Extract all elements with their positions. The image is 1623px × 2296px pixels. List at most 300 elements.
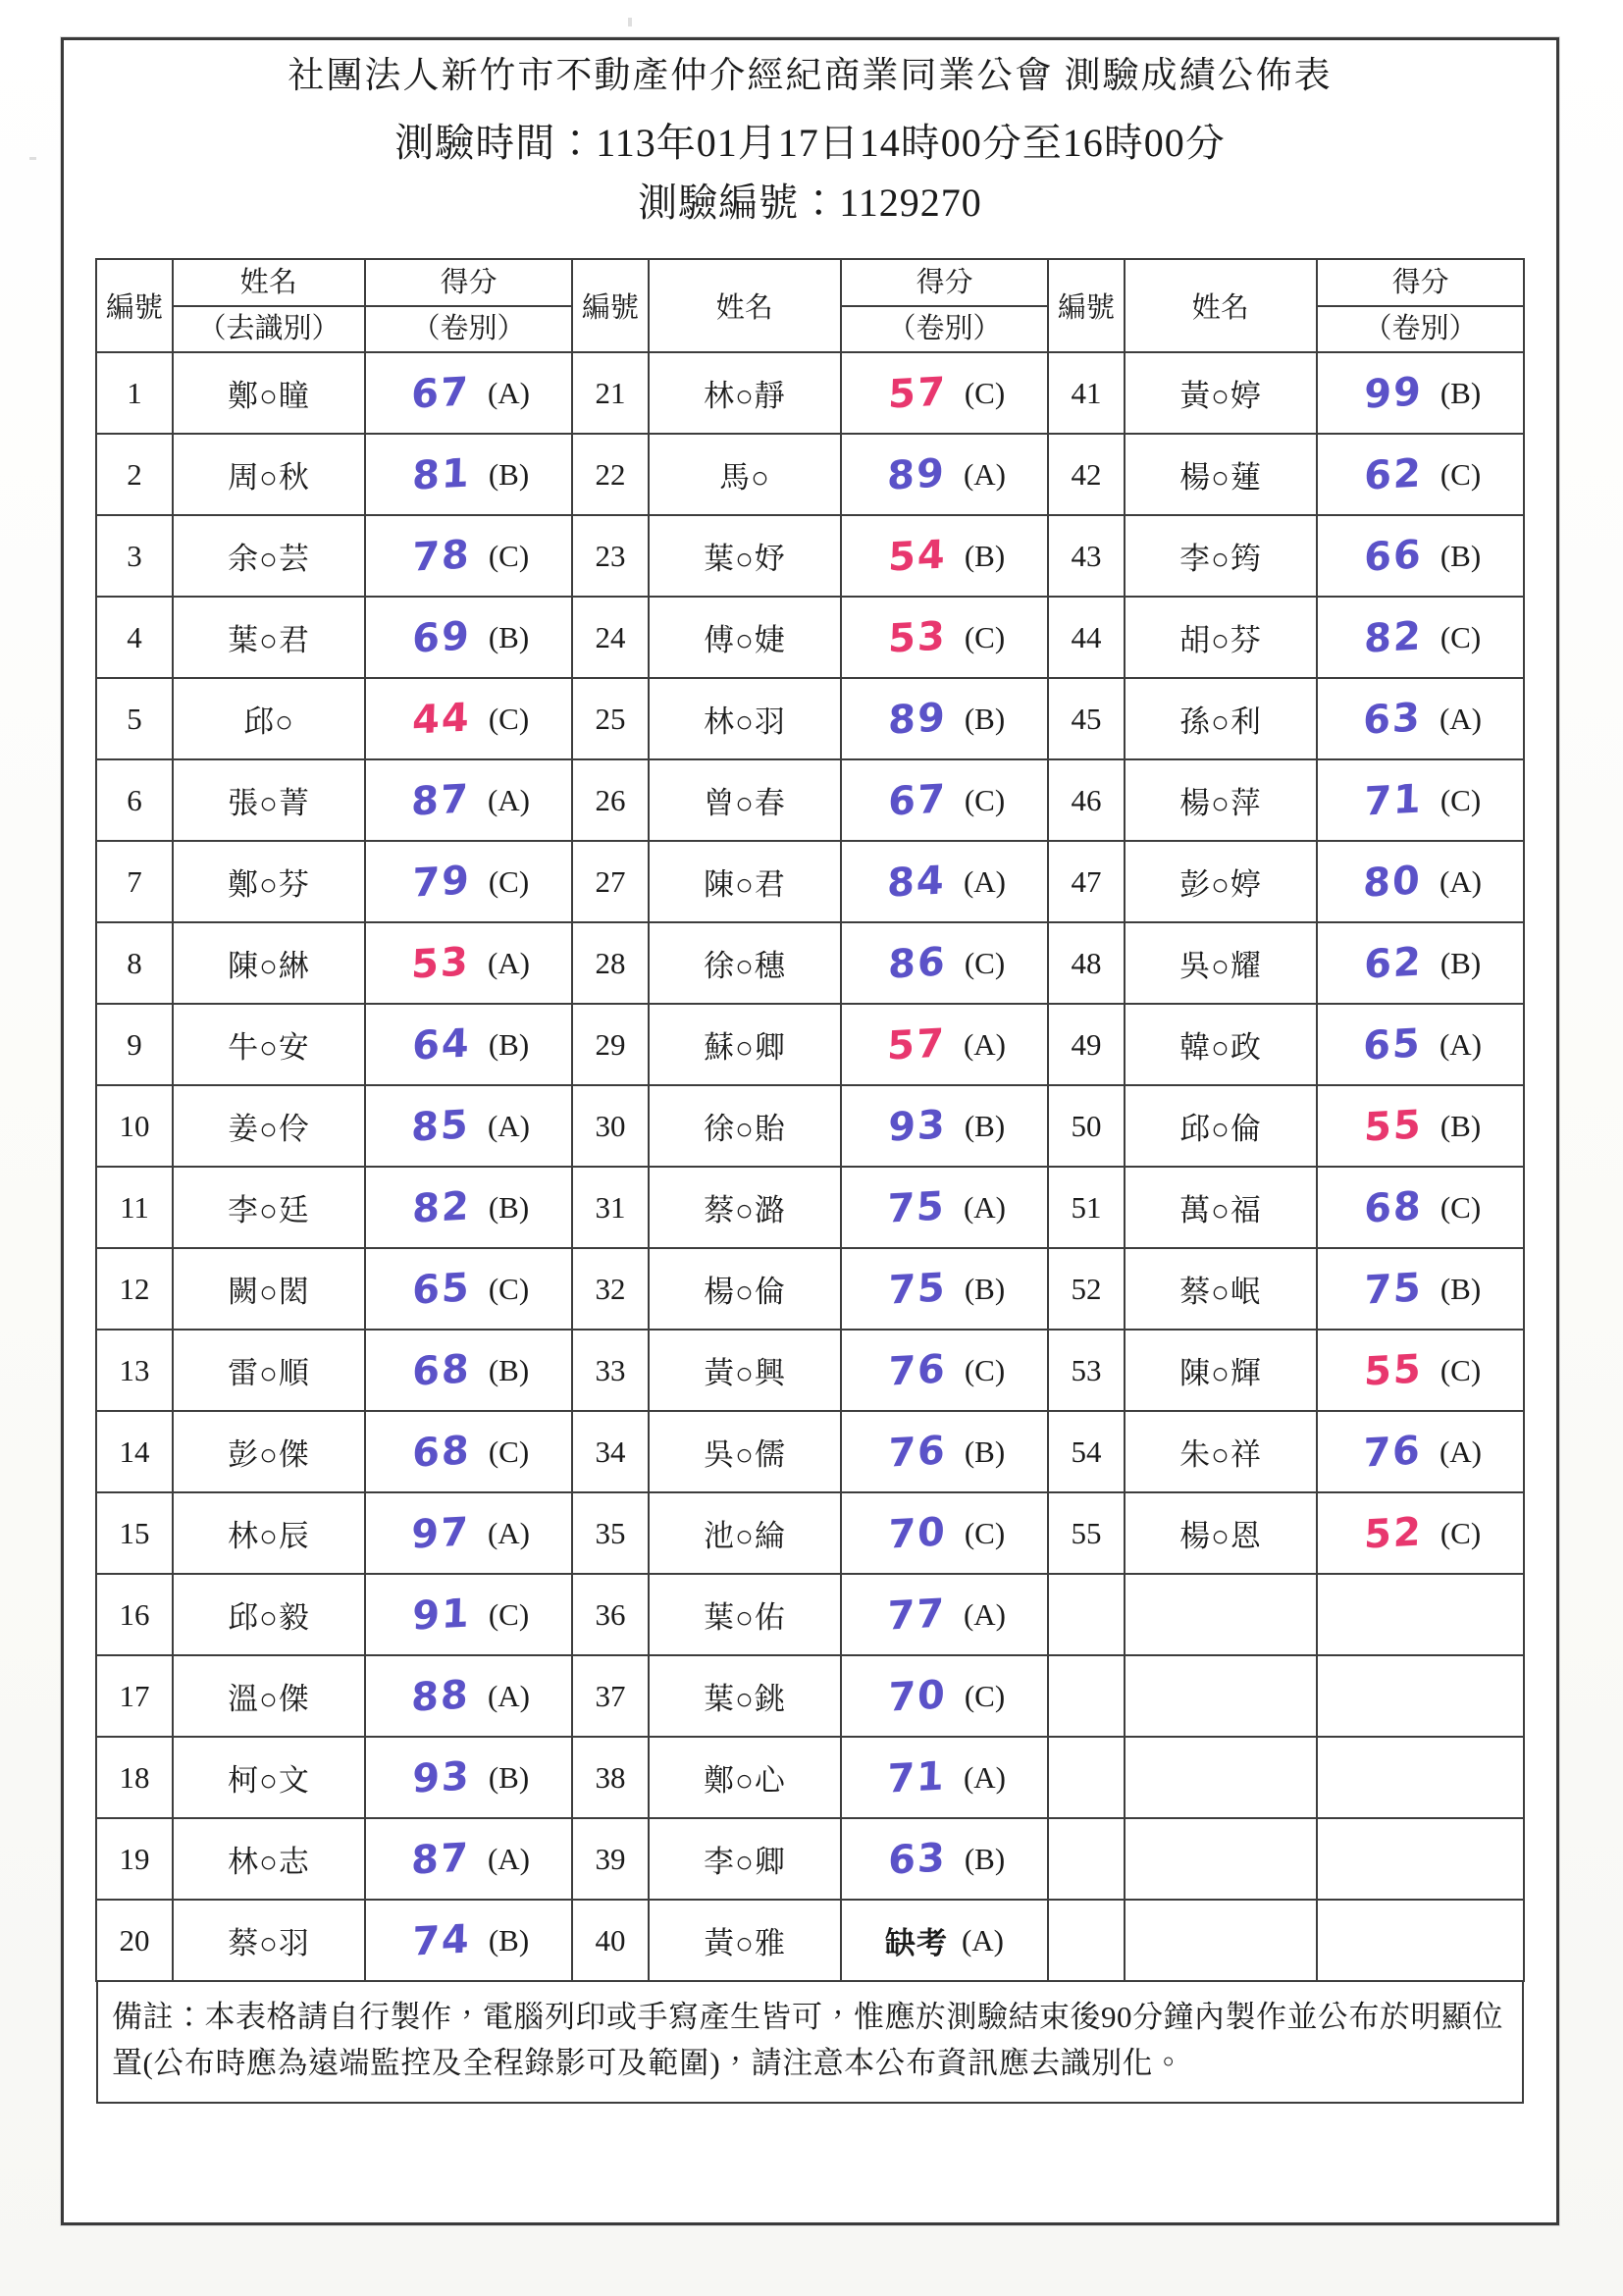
cell-score (841, 352, 1048, 434)
column-header-name-top-1: 姓名 (174, 260, 364, 307)
table-row (96, 759, 1524, 841)
cell-score (365, 1818, 572, 1900)
table-row (96, 1492, 1524, 1574)
column-header-score-top-3: 得分 (1318, 260, 1523, 307)
cell-id: 54 (1048, 1411, 1125, 1492)
cell-id: 33 (572, 1330, 649, 1411)
exam-version-label: (B) (488, 456, 530, 492)
cell-name: 黃○婷 (1125, 352, 1317, 434)
handwritten-score: 54 (887, 532, 948, 581)
handwritten-score: 86 (887, 939, 948, 988)
cell-id: 3 (96, 515, 173, 597)
exam-version-label: (A) (487, 1515, 531, 1550)
cell-score-empty (1317, 1900, 1524, 1981)
table-row (96, 1085, 1524, 1167)
cell-score (841, 1737, 1048, 1818)
cell-name: 傅○婕 (649, 597, 841, 678)
cell-name: 黃○雅 (649, 1900, 841, 1981)
exam-version-label: (C) (964, 945, 1006, 980)
cell-score (365, 434, 572, 515)
column-header-score-bottom-1: （卷別） (411, 313, 526, 345)
exam-version-label: (B) (488, 1189, 530, 1225)
cell-name: 柯○文 (173, 1737, 365, 1818)
handwritten-score: 缺考 (884, 1926, 948, 1961)
cell-name: 葉○佑 (649, 1574, 841, 1655)
cell-id: 47 (1048, 841, 1125, 922)
cell-id: 16 (96, 1574, 173, 1655)
exam-version-label: (A) (1439, 1434, 1483, 1469)
exam-version-label: (A) (963, 1026, 1007, 1062)
exam-version-label: (A) (487, 945, 531, 980)
table-row (96, 352, 1524, 434)
cell-score (365, 1330, 572, 1411)
exam-version-label: (A) (487, 782, 531, 817)
cell-name: 陳○綝 (173, 922, 365, 1004)
handwritten-score: 93 (887, 1102, 948, 1151)
cell-id: 1 (96, 352, 173, 434)
cell-id: 41 (1048, 352, 1125, 434)
handwritten-score: 76 (887, 1428, 948, 1477)
exam-version-label: (C) (1440, 1352, 1482, 1387)
cell-id: 27 (572, 841, 649, 922)
exam-version-label: (A) (1439, 863, 1483, 899)
cell-score-empty (1317, 1574, 1524, 1655)
cell-id: 11 (96, 1167, 173, 1248)
cell-score (365, 515, 572, 597)
exam-version-label: (A) (487, 375, 531, 410)
cell-id: 13 (96, 1330, 173, 1411)
exam-version-label: (B) (488, 1352, 530, 1387)
exam-version-label: (C) (488, 1271, 530, 1306)
exam-version-label: (C) (1440, 782, 1482, 817)
cell-name: 鄭○芬 (173, 841, 365, 922)
column-header-score-2 (841, 259, 1048, 352)
cell-score (841, 1004, 1048, 1085)
cell-name: 李○廷 (173, 1167, 365, 1248)
table-row (96, 1900, 1524, 1981)
cell-id: 30 (572, 1085, 649, 1167)
column-header-id-3: 編號 (1048, 259, 1125, 352)
column-header-id-2: 編號 (572, 259, 649, 352)
handwritten-score: 69 (411, 613, 472, 662)
table-row (96, 1248, 1524, 1330)
cell-id: 32 (572, 1248, 649, 1330)
cell-score (1317, 1248, 1524, 1330)
cell-id: 39 (572, 1818, 649, 1900)
cell-score (365, 1167, 572, 1248)
cell-name: 胡○芬 (1125, 597, 1317, 678)
cell-name: 陳○君 (649, 841, 841, 922)
exam-number-line: 測驗編號：1129270 (638, 181, 982, 226)
cell-score (365, 759, 572, 841)
handwritten-score: 75 (1363, 1265, 1424, 1314)
cell-id: 7 (96, 841, 173, 922)
exam-version-label: (C) (1440, 1189, 1482, 1225)
exam-version-label: (A) (963, 456, 1007, 492)
cell-id: 42 (1048, 434, 1125, 515)
handwritten-score: 64 (411, 1020, 472, 1070)
cell-score (841, 597, 1048, 678)
exam-version-label: (C) (488, 701, 530, 736)
cell-score (365, 597, 572, 678)
cell-id: 19 (96, 1818, 173, 1900)
cell-id: 43 (1048, 515, 1125, 597)
cell-name: 孫○利 (1125, 678, 1317, 759)
cell-score-empty (1317, 1655, 1524, 1737)
cell-name-empty (1125, 1900, 1317, 1981)
handwritten-score: 80 (1362, 858, 1423, 907)
cell-id-empty (1048, 1818, 1125, 1900)
cell-id: 29 (572, 1004, 649, 1085)
cell-score (1317, 1330, 1524, 1411)
cell-score (1317, 1167, 1524, 1248)
column-header-score-top-1: 得分 (366, 260, 571, 307)
cell-name: 姜○伶 (173, 1085, 365, 1167)
handwritten-score: 62 (1363, 450, 1424, 499)
cell-name: 林○羽 (649, 678, 841, 759)
handwritten-score: 75 (886, 1183, 947, 1232)
cell-score (1317, 515, 1524, 597)
cell-id: 26 (572, 759, 649, 841)
table-row (96, 841, 1524, 922)
cell-id: 5 (96, 678, 173, 759)
cell-id: 28 (572, 922, 649, 1004)
cell-id: 20 (96, 1900, 173, 1981)
handwritten-score: 82 (411, 1183, 472, 1232)
exam-version-label: (A) (487, 1108, 531, 1143)
cell-name: 邱○倫 (1125, 1085, 1317, 1167)
cell-id-empty (1048, 1900, 1125, 1981)
exam-version-label: (B) (488, 1759, 530, 1795)
table-row (96, 922, 1524, 1004)
cell-id: 36 (572, 1574, 649, 1655)
cell-score (365, 678, 572, 759)
cell-name: 林○辰 (173, 1492, 365, 1574)
cell-score (841, 1411, 1048, 1492)
cell-name: 曾○春 (649, 759, 841, 841)
cell-id: 44 (1048, 597, 1125, 678)
cell-name: 張○菁 (173, 759, 365, 841)
cell-id: 15 (96, 1492, 173, 1574)
cell-name: 周○秋 (173, 434, 365, 515)
handwritten-score: 70 (887, 1509, 948, 1558)
cell-score (365, 352, 572, 434)
exam-version-label: (B) (1440, 538, 1482, 573)
cell-score (841, 515, 1048, 597)
cell-id: 24 (572, 597, 649, 678)
cell-name: 蘇○卿 (649, 1004, 841, 1085)
cell-id: 17 (96, 1655, 173, 1737)
cell-id: 52 (1048, 1248, 1125, 1330)
column-header-id-1: 編號 (96, 259, 173, 352)
cell-name: 朱○祥 (1125, 1411, 1317, 1492)
cell-id: 2 (96, 434, 173, 515)
cell-name: 雷○順 (173, 1330, 365, 1411)
handwritten-score: 87 (410, 1835, 471, 1884)
cell-score-empty (1317, 1737, 1524, 1818)
cell-id: 49 (1048, 1004, 1125, 1085)
cell-name: 蔡○潞 (649, 1167, 841, 1248)
handwritten-score: 76 (887, 1346, 948, 1395)
column-header-name-1 (173, 259, 365, 352)
handwritten-score: 71 (1363, 776, 1424, 825)
column-header-name-2: 姓名 (649, 259, 841, 352)
handwritten-score: 68 (1363, 1183, 1424, 1232)
cell-name: 陳○輝 (1125, 1330, 1317, 1411)
cell-score (841, 678, 1048, 759)
exam-version-label: (B) (1440, 1108, 1482, 1143)
handwritten-score: 91 (411, 1591, 472, 1640)
exam-version-label: (B) (488, 1922, 530, 1957)
cell-name: 邱○毅 (173, 1574, 365, 1655)
cell-score (365, 1248, 572, 1330)
cell-id: 12 (96, 1248, 173, 1330)
table-row (96, 1737, 1524, 1818)
cell-name: 彭○傑 (173, 1411, 365, 1492)
handwritten-score: 82 (1363, 613, 1424, 662)
table-row (96, 1167, 1524, 1248)
exam-version-label: (A) (963, 863, 1007, 899)
cell-name-empty (1125, 1737, 1317, 1818)
cell-name: 吳○儒 (649, 1411, 841, 1492)
cell-score (841, 841, 1048, 922)
cell-score (365, 1900, 572, 1981)
cell-name: 楊○萍 (1125, 759, 1317, 841)
cell-id: 14 (96, 1411, 173, 1492)
cell-score (365, 1004, 572, 1085)
cell-score (1317, 759, 1524, 841)
cell-name: 闕○閎 (173, 1248, 365, 1330)
cell-score (841, 759, 1048, 841)
cell-name: 溫○傑 (173, 1655, 365, 1737)
column-header-score-1 (365, 259, 572, 352)
table-row (96, 1655, 1524, 1737)
handwritten-score: 75 (887, 1265, 948, 1314)
cell-id: 34 (572, 1411, 649, 1492)
handwritten-score: 87 (410, 776, 471, 825)
exam-version-label: (B) (964, 1108, 1006, 1143)
cell-score (365, 841, 572, 922)
cell-id-empty (1048, 1574, 1125, 1655)
table-row (96, 1330, 1524, 1411)
exam-version-label: (B) (1440, 1271, 1482, 1306)
cell-name: 楊○蓮 (1125, 434, 1317, 515)
exam-time-line: 測驗時間：113年01月17日14時00分至16時00分 (394, 121, 1226, 166)
cell-id: 23 (572, 515, 649, 597)
cell-id: 4 (96, 597, 173, 678)
exam-version-label: (A) (963, 1759, 1007, 1795)
cell-name: 吳○耀 (1125, 922, 1317, 1004)
exam-version-label: (C) (1440, 619, 1482, 654)
table-row (96, 1574, 1524, 1655)
score-table (95, 258, 1525, 1982)
cell-id: 53 (1048, 1330, 1125, 1411)
cell-name: 馬○ (649, 434, 841, 515)
handwritten-score: 88 (410, 1672, 471, 1721)
cell-score (365, 1574, 572, 1655)
handwritten-score: 65 (411, 1265, 472, 1314)
cell-id: 8 (96, 922, 173, 1004)
header-row (96, 259, 1524, 352)
handwritten-score: 89 (887, 695, 948, 744)
exam-version-label: (A) (487, 1678, 531, 1713)
handwritten-score: 63 (887, 1835, 948, 1884)
cell-score (1317, 678, 1524, 759)
exam-version-label: (C) (488, 1596, 530, 1632)
cell-score (841, 1574, 1048, 1655)
exam-version-label: (A) (963, 1189, 1007, 1225)
cell-score (365, 1737, 572, 1818)
cell-score (841, 1248, 1048, 1330)
exam-version-label: (A) (963, 1596, 1007, 1632)
cell-score (841, 1492, 1048, 1574)
exam-version-label: (C) (488, 1434, 530, 1469)
cell-name: 蔡○岷 (1125, 1248, 1317, 1330)
handwritten-score: 68 (411, 1346, 472, 1395)
cell-name: 韓○政 (1125, 1004, 1317, 1085)
handwritten-score: 97 (410, 1509, 471, 1558)
table-row (96, 1004, 1524, 1085)
handwritten-score: 53 (887, 613, 948, 662)
handwritten-score: 67 (887, 776, 948, 825)
cell-id: 25 (572, 678, 649, 759)
cell-score (1317, 1004, 1524, 1085)
cell-score (841, 1167, 1048, 1248)
cell-name: 余○芸 (173, 515, 365, 597)
footer-note: 備註：本表格請自行製作，電腦列印或手寫產生皆可，惟應於測驗結束後90分鐘內製作並公布於明顯位置(公布時應為遠端監控及全程錄影可及範圍)，請注意本公布資訊應去識別化。 (96, 1982, 1524, 2104)
cell-score (365, 1411, 572, 1492)
handwritten-score: 55 (1363, 1102, 1424, 1151)
cell-name: 萬○福 (1125, 1167, 1317, 1248)
cell-name: 池○綸 (649, 1492, 841, 1574)
handwritten-score: 68 (411, 1428, 472, 1477)
cell-name: 林○志 (173, 1818, 365, 1900)
exam-version-label: (C) (964, 619, 1006, 654)
table-body (96, 352, 1524, 1981)
cell-name: 楊○倫 (649, 1248, 841, 1330)
exam-version-label: (B) (964, 1434, 1006, 1469)
cell-name: 鄭○瞳 (173, 352, 365, 434)
cell-score (1317, 922, 1524, 1004)
column-header-score-bottom-2: （卷別） (887, 313, 1002, 345)
cell-id: 45 (1048, 678, 1125, 759)
handwritten-score: 57 (887, 369, 948, 418)
cell-id: 35 (572, 1492, 649, 1574)
column-header-score-bottom-3: （卷別） (1363, 313, 1478, 345)
cell-id-empty (1048, 1737, 1125, 1818)
handwritten-score: 79 (411, 858, 472, 907)
column-header-score-3 (1317, 259, 1524, 352)
cell-name: 彭○婷 (1125, 841, 1317, 922)
handwritten-score: 84 (886, 858, 947, 907)
cell-name: 牛○安 (173, 1004, 365, 1085)
table-header (96, 259, 1524, 352)
exam-version-label: (C) (964, 782, 1006, 817)
cell-score (1317, 1411, 1524, 1492)
handwritten-score: 99 (1363, 369, 1424, 418)
cell-score (841, 1818, 1048, 1900)
table-row (96, 434, 1524, 515)
handwritten-score: 66 (1363, 532, 1424, 581)
cell-name: 黃○興 (649, 1330, 841, 1411)
cell-id: 40 (572, 1900, 649, 1981)
exam-version-label: (A) (1439, 1026, 1483, 1062)
handwritten-score: 85 (410, 1102, 471, 1151)
cell-score (841, 1330, 1048, 1411)
table-row (96, 1411, 1524, 1492)
column-header-name-bottom-1: （去識別） (197, 313, 340, 345)
cell-score (365, 1492, 572, 1574)
column-header-name-3: 姓名 (1125, 259, 1317, 352)
cell-score (1317, 1085, 1524, 1167)
handwritten-score: 62 (1363, 939, 1424, 988)
cell-name: 鄭○心 (649, 1737, 841, 1818)
result-announcement-sheet (61, 37, 1559, 2225)
exam-version-label: (C) (1440, 456, 1482, 492)
page-title: 社團法人新竹市不動產仲介經紀商業同業公會 測驗成績公佈表 (288, 56, 1333, 96)
cell-score (841, 1655, 1048, 1737)
cell-name: 蔡○羽 (173, 1900, 365, 1981)
cell-name-empty (1125, 1655, 1317, 1737)
cell-id: 31 (572, 1167, 649, 1248)
cell-id: 18 (96, 1737, 173, 1818)
cell-score (841, 922, 1048, 1004)
cell-name: 徐○穗 (649, 922, 841, 1004)
cell-name: 葉○君 (173, 597, 365, 678)
handwritten-score: 53 (410, 939, 471, 988)
exam-version-label: (B) (488, 619, 530, 654)
cell-score (1317, 434, 1524, 515)
exam-version-label: (C) (1440, 1515, 1482, 1550)
handwritten-score: 52 (1363, 1509, 1424, 1558)
exam-version-label: (C) (964, 1352, 1006, 1387)
cell-score (365, 1655, 572, 1737)
table-row (96, 678, 1524, 759)
exam-version-label: (C) (964, 375, 1006, 410)
cell-id: 9 (96, 1004, 173, 1085)
handwritten-score: 93 (411, 1753, 472, 1802)
cell-name: 邱○ (173, 678, 365, 759)
column-header-score-top-2: 得分 (842, 260, 1047, 307)
cell-score (1317, 352, 1524, 434)
cell-name-empty (1125, 1574, 1317, 1655)
handwritten-score: 77 (886, 1591, 947, 1640)
document-header (64, 40, 1556, 236)
cell-id: 22 (572, 434, 649, 515)
cell-score-empty (1317, 1818, 1524, 1900)
cell-name: 李○筠 (1125, 515, 1317, 597)
cell-score (365, 922, 572, 1004)
handwritten-score: 44 (411, 695, 472, 744)
cell-name: 葉○妤 (649, 515, 841, 597)
exam-version-label: (B) (488, 1026, 530, 1062)
exam-version-label: (B) (964, 1841, 1006, 1876)
cell-id: 6 (96, 759, 173, 841)
handwritten-score: 71 (886, 1753, 947, 1802)
cell-score (1317, 597, 1524, 678)
exam-version-label: (B) (1440, 375, 1482, 410)
cell-score (1317, 841, 1524, 922)
cell-score (841, 1900, 1048, 1981)
exam-version-label: (C) (488, 538, 530, 573)
exam-version-label: (C) (488, 863, 530, 899)
handwritten-score: 63 (1362, 695, 1423, 744)
cell-id: 55 (1048, 1492, 1125, 1574)
cell-name-empty (1125, 1818, 1317, 1900)
handwritten-score: 65 (1362, 1020, 1423, 1070)
cell-id: 46 (1048, 759, 1125, 841)
handwritten-score: 74 (411, 1916, 472, 1965)
